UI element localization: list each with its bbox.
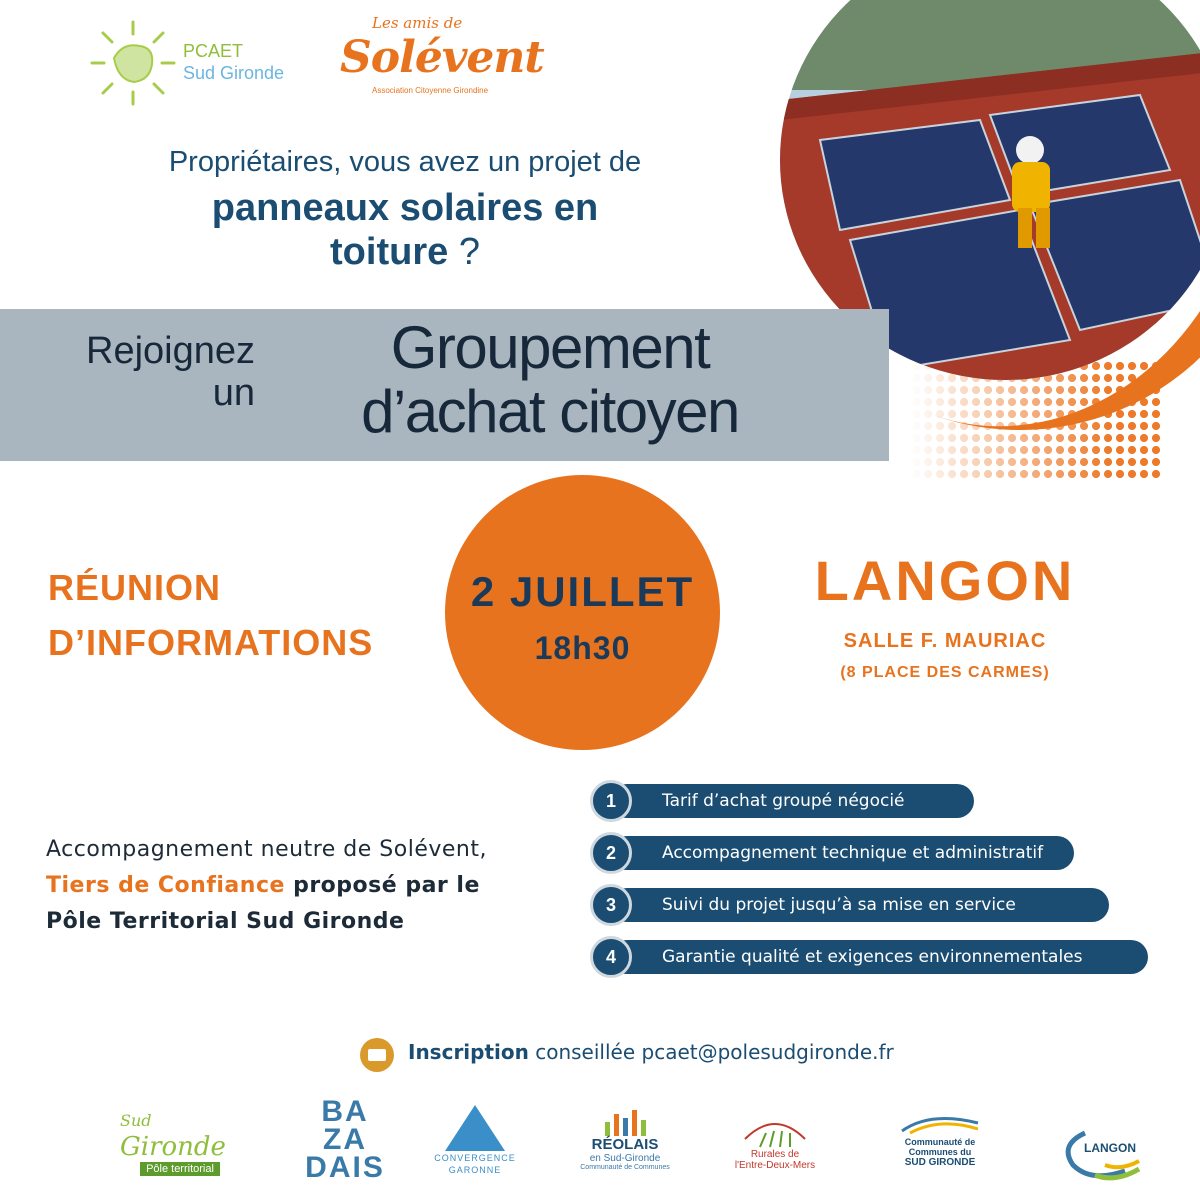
reolais-bars-icon [605,1110,646,1136]
solevent-subtitle: Association Citoyenne Girondine [372,86,489,95]
headline-question-mark: ? [458,231,480,273]
headline-line3: toiture [330,231,449,273]
inscription-email[interactable]: conseillée pcaet@polesudgironde.fr [528,1040,894,1064]
join-label [30,330,255,414]
reolais-line2: en Sud-Gironde [589,1152,661,1164]
benefit-pill-2 [610,836,1074,870]
meeting-time: 18h30 [534,630,631,666]
convergence-line2: GARONNE [448,1165,502,1175]
convergence-garonne-logo [430,1100,520,1180]
headline-question: Propriétaires, vous avez un projet de [168,146,642,178]
rurales-emblem-icon [740,1109,810,1149]
meeting-venue: SALLE F. MAURIAC [843,630,1047,652]
support-line1: Accompagnement neutre de Solévent, [46,837,487,862]
benefit-pill-1 [610,784,974,818]
meeting-date: 2 JUILLET [470,568,695,615]
meeting-label-line1: RÉUNION [48,567,222,608]
meeting-address: (8 PLACE DES CARMES) [840,664,1050,681]
langon-word: LANGON [1084,1141,1136,1155]
support-text [46,832,487,940]
bazadais-word: BA ZA DAIS [305,1095,385,1184]
langon-emblem-icon [1055,1125,1145,1185]
benefit-label: Suivi du projet jusqu’à sa mise en service [662,895,1016,915]
convergence-line1: CONVERGENCE [434,1153,516,1163]
support-highlight: Tiers de Confiance [46,873,285,898]
group-line2: d’achat citoyen [361,378,739,445]
support-line3: Pôle Territorial Sud Gironde [46,909,405,934]
ccsg-line3: SUD GIRONDE [904,1156,976,1168]
meeting-label [48,560,373,670]
sun-map-icon [88,18,178,108]
reolais-line1: RÉOLAIS [591,1135,659,1153]
join-line2: un [212,372,255,414]
bazadais-logo [305,1095,385,1184]
benefit-pill-3 [610,888,1109,922]
benefit-number-1: 1 [590,780,632,822]
convergence-triangle-icon [445,1105,505,1151]
benefit-pill-4 [610,940,1148,974]
inscription-line[interactable] [408,1040,894,1064]
benefit-number-4: 4 [590,936,632,978]
meeting-city: LANGON [814,549,1076,612]
sud-gironde-top: Sud [120,1110,152,1130]
ccsg-waves-icon [900,1113,980,1137]
reolais-logo [575,1100,675,1180]
meeting-label-line2: D’INFORMATIONS [48,622,374,663]
join-line1: Rejoignez [86,330,255,372]
reolais-line3: Communauté de Communes [580,1163,670,1171]
rurales-line2: l'Entre-Deux-Mers [734,1160,816,1171]
sud-gironde-logo [120,1100,240,1180]
pcaet-line1: PCAET [183,41,244,61]
rurales-line1: Rurales de [750,1149,800,1160]
ccsg-logo [890,1100,990,1180]
group-line1: Groupement [390,314,710,381]
sud-gironde-bar: Pôle territorial [140,1162,220,1176]
pcaet-line2: Sud Gironde [183,63,285,83]
sud-gironde-word [120,1105,240,1160]
rurales-logo [730,1100,820,1180]
mail-icon [360,1038,394,1072]
ccsg-line1: Communauté de [904,1136,976,1147]
support-line2: proposé par le [284,873,480,898]
solevent-logo-word: Solévent [340,32,544,83]
solevent-tagline: Les amis de [372,14,463,32]
ccsg-line2: Communes du [908,1146,972,1157]
benefit-label: Accompagnement technique et administratif [662,843,1044,863]
inscription-label: Inscription [408,1040,529,1064]
sud-gironde-main: Gironde [120,1131,226,1162]
headline-line2: panneaux solaires en [211,187,599,229]
benefit-number-3: 3 [590,884,632,926]
group-title [290,316,810,444]
benefit-number-2: 2 [590,832,632,874]
benefit-label: Tarif d’achat groupé négocié [662,791,905,811]
langon-logo [1050,1100,1150,1180]
benefit-label: Garantie qualité et exigences environnementales [662,947,1083,967]
pcaet-title [183,40,284,84]
headline-subject [0,186,810,274]
